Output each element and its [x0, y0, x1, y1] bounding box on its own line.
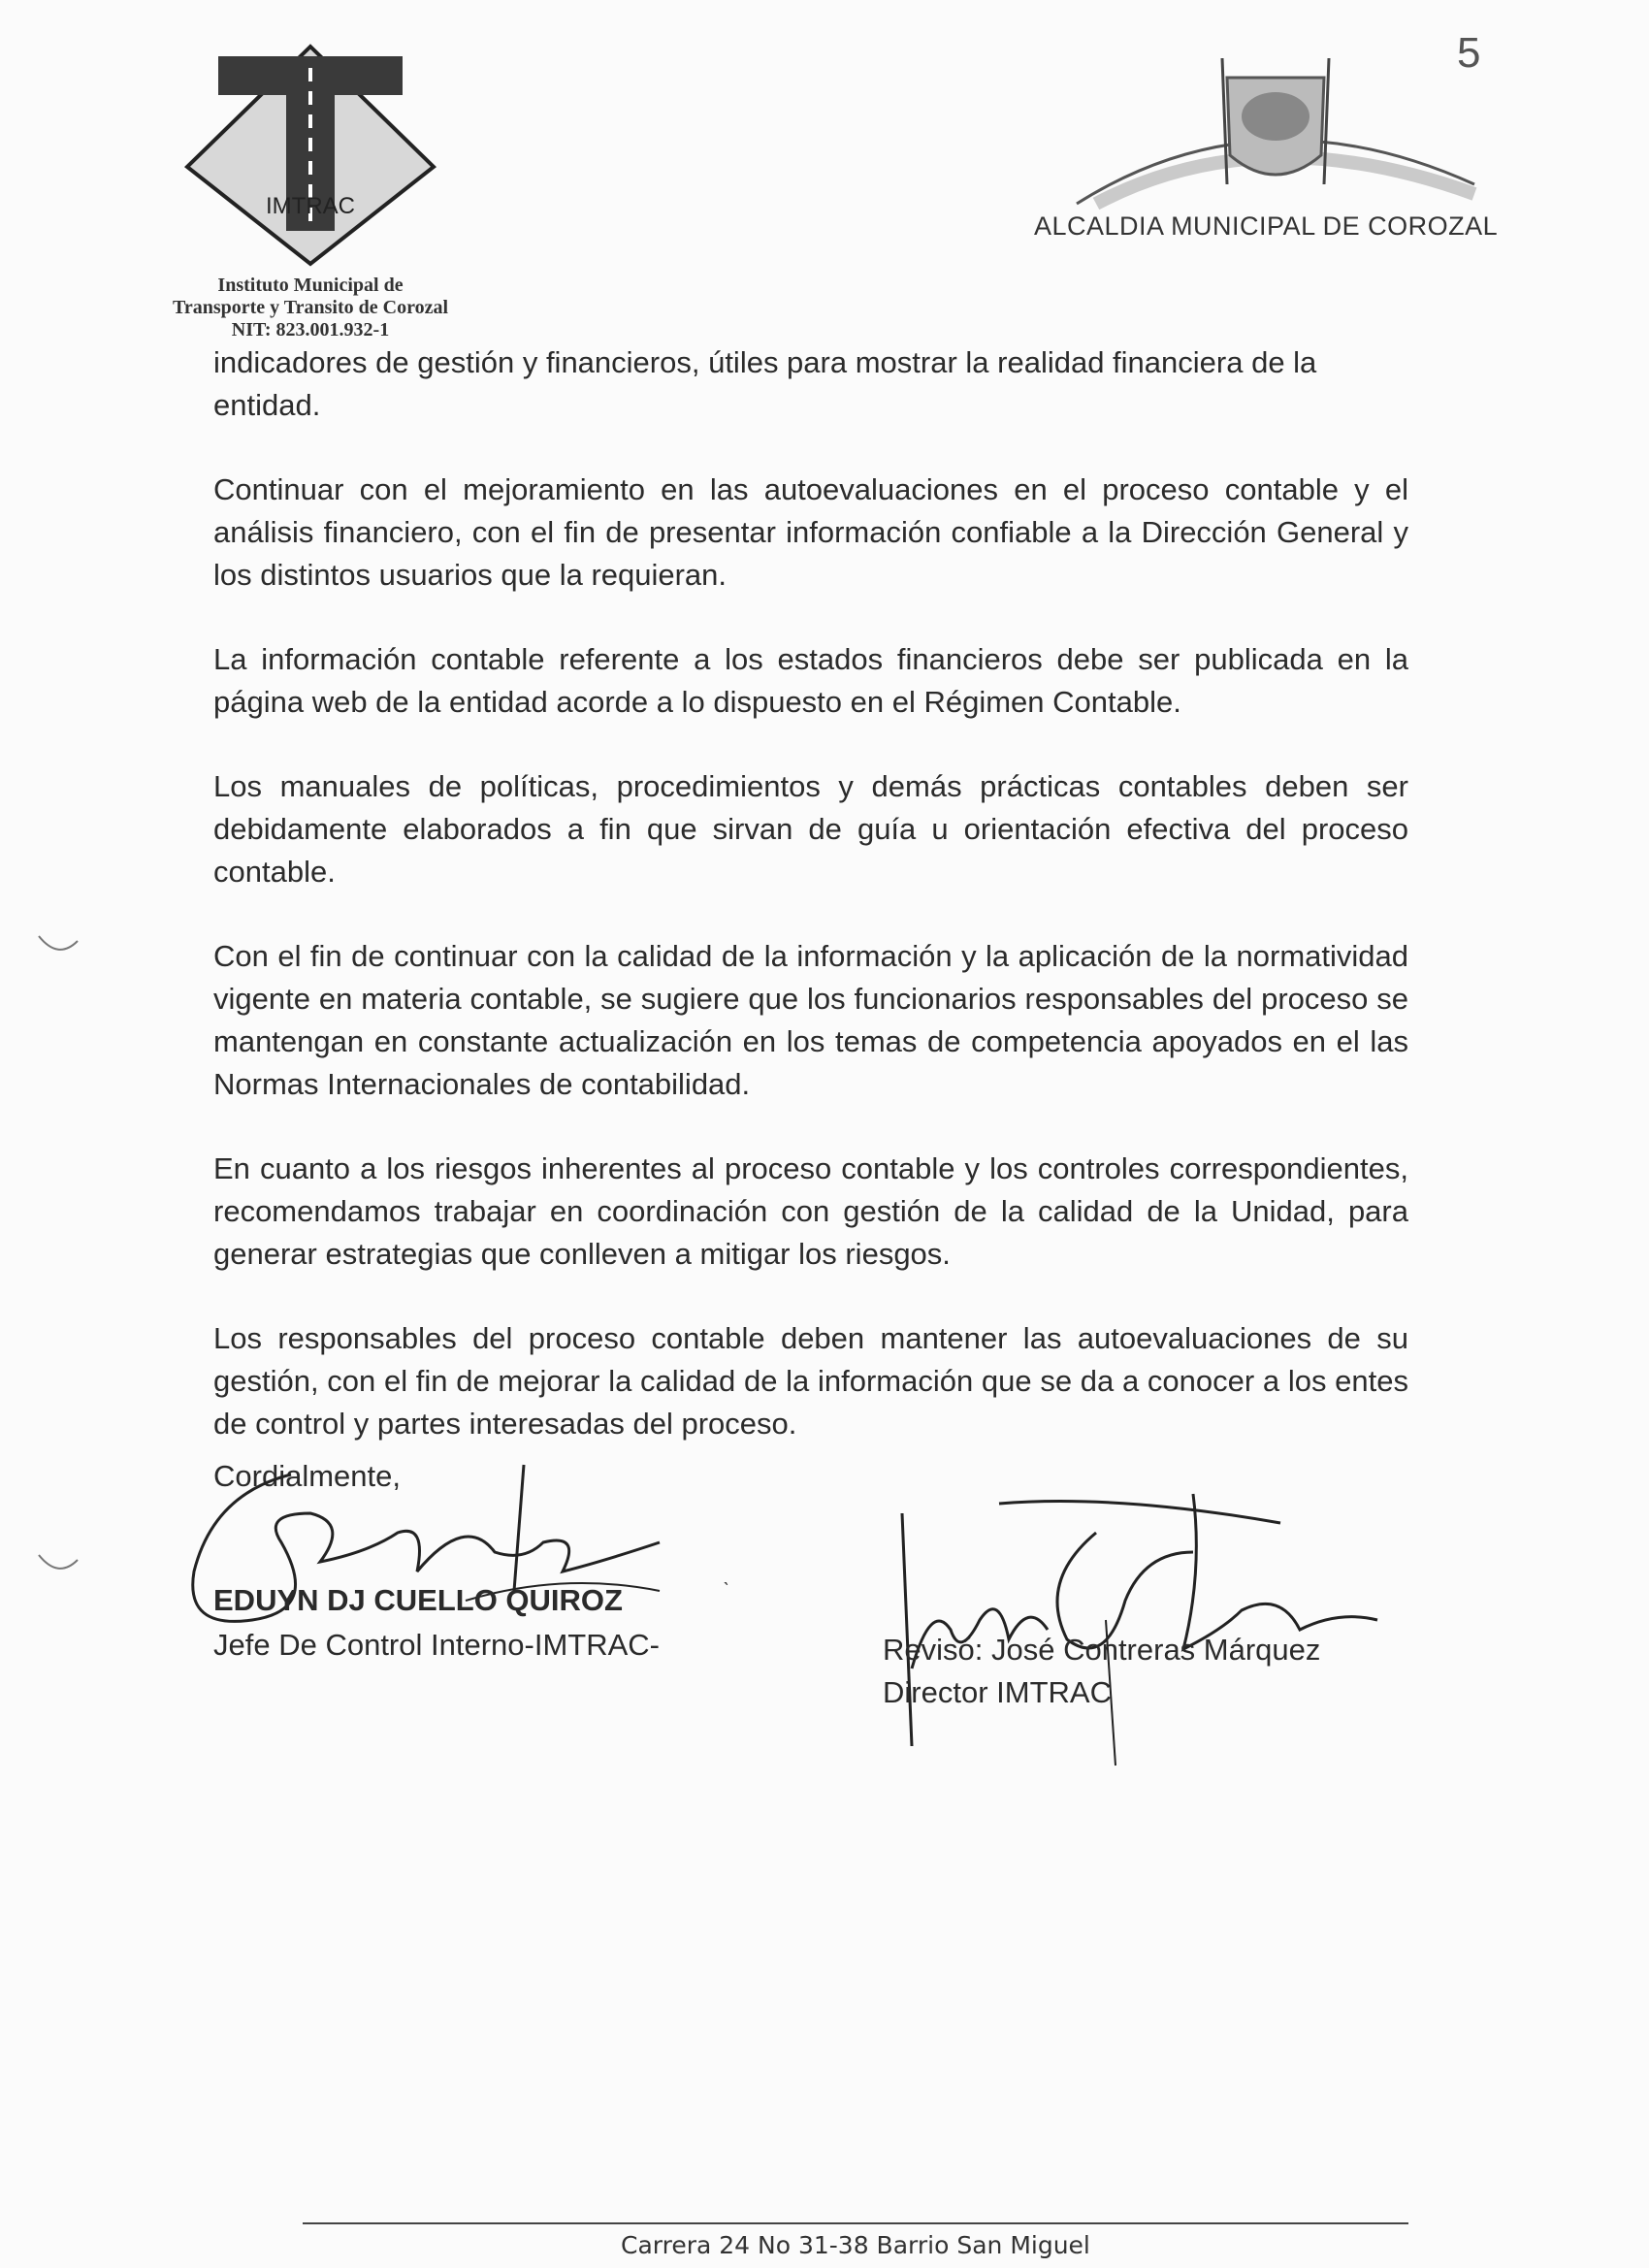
- stray-mark: ˋ: [723, 1578, 730, 1603]
- footer-divider: [303, 2222, 1408, 2224]
- letter-body: [213, 341, 1408, 1487]
- signature-cuello: [175, 1455, 679, 1649]
- signature-contreras: [873, 1474, 1397, 1775]
- paragraph-3: La información contable referente a los estados financieros debe ser publicada en la página web de la entidad acorde a lo dispuesto en el Régimen Contable.: [213, 642, 1408, 719]
- paragraph-1: indicadores de gestión y financieros, útiles para mostrar la realidad financiera de la entidad.: [213, 345, 1317, 422]
- footer-address: Carrera 24 No 31-38 Barrio San Miguel: [621, 2231, 1090, 2259]
- institute-nit: NIT: 823.001.932-1: [231, 319, 390, 340]
- reviewer-role: Director IMTRAC: [883, 1675, 1112, 1709]
- alcaldia-coat-of-arms: [1067, 49, 1504, 213]
- logo-text: IMTRAC: [266, 193, 355, 219]
- institute-line-1: Instituto Municipal de: [217, 275, 404, 296]
- signer-role: Jefe De Control Interno-IMTRAC-: [213, 1628, 660, 1662]
- paragraph-7: Los responsables del proceso contable deben mantener las autoevaluaciones de su gestión, con el fin de mejorar la calidad de la información que se da a conocer a los entes de control y partes interesadas del proceso.: [213, 1321, 1408, 1441]
- paragraph-6: En cuanto a los riesgos inherentes al proceso contable y los controles correspondientes, recomendamos trabajar en coordinación con gestión de la calidad de la Unidad, para generar estrategias que conlleven a mitigar los riesgos.: [213, 1151, 1408, 1271]
- institute-line-2: Transporte y Transito de Corozal: [172, 297, 449, 318]
- paragraph-5: Con el fin de continuar con la calidad de la información y la aplicación de la normatividad vigente en materia contable, se sugiere que los funcionarios responsables del proceso se mantengan en constante actualización en los temas de competencia apoyados en el las Normas Internacionales de contabilidad.: [213, 939, 1408, 1101]
- closing: Cordialmente,: [213, 1459, 401, 1493]
- alcaldia-title: ALCALDIA MUNICIPAL DE COROZAL: [1034, 211, 1499, 241]
- punch-hole-mark: [34, 931, 82, 960]
- institute-block: [126, 275, 495, 341]
- signer-name: EDUYN DJ CUELLO QUIROZ: [213, 1583, 623, 1617]
- punch-hole-mark: [34, 1550, 82, 1579]
- imtrac-logo: [179, 39, 441, 272]
- paragraph-4: Los manuales de políticas, procedimientos y demás prácticas contables deben ser debidamente elaborados a fin que sirvan de guía u orientación efectiva del proceso contable.: [213, 769, 1408, 889]
- page-number: 5: [1457, 29, 1481, 77]
- paragraph-2: Continuar con el mejoramiento en las autoevaluaciones en el proceso contable y el análisis financiero, con el fin de presentar información confiable a la Dirección General y los distintos usuarios que la requieran.: [213, 472, 1408, 592]
- reviewer-name: Revisó: José Contreras Márquez: [883, 1633, 1321, 1667]
